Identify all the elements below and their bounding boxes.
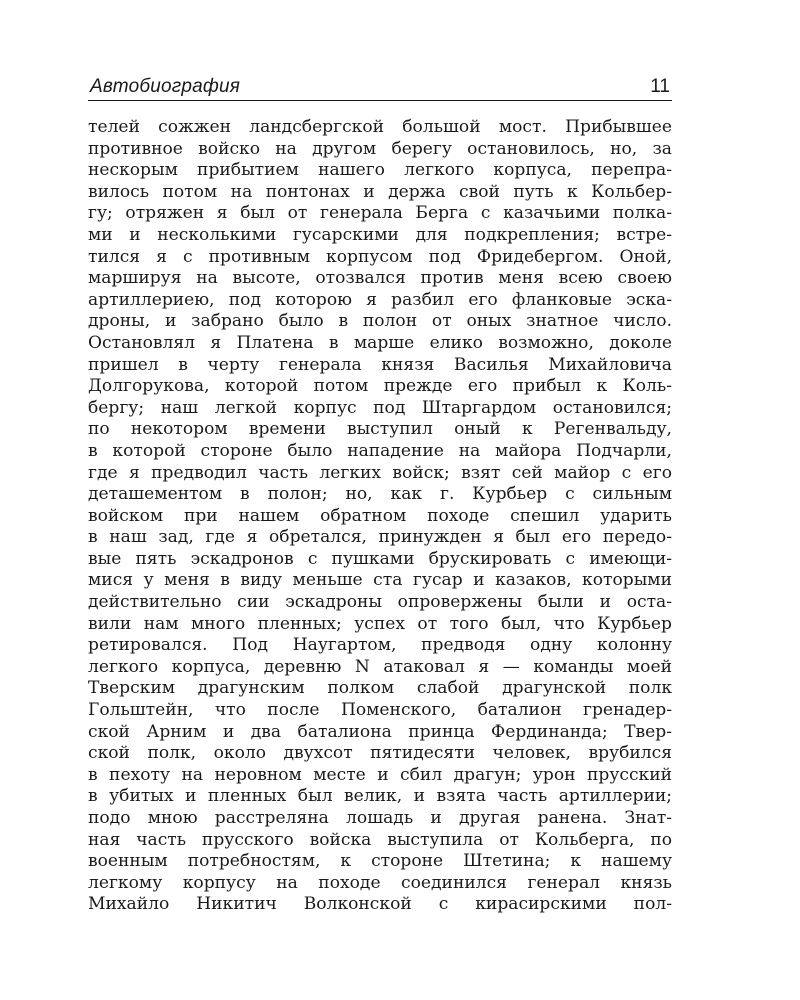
text-line: в которой стороне было нападение на майора Подчарли,: [88, 440, 672, 461]
body-text: [88, 117, 672, 916]
text-line: в убитых и пленных был велик, и взята часть артиллерии;: [88, 786, 672, 807]
text-line: Михайло Никитич Волконской с кирасирскими пол-: [88, 894, 672, 915]
running-header: [88, 76, 672, 101]
text-line: ми и несколькими гусарскими для подкрепления; встре-: [88, 224, 672, 245]
text-line: войском при нашем обратном походе спешил ударить: [88, 505, 672, 526]
text-line: ской Арним и два баталиона принца Фердинанда; Твер-: [88, 721, 672, 742]
text-line: ретировался. Под Наугартом, предводя одну колонну: [88, 635, 672, 656]
text-line: легкому корпусу на походе соединился генерал князь: [88, 872, 672, 893]
text-line: по некотором времени выступил оный к Регенвальду,: [88, 419, 672, 440]
text-line: телей сожжен ландсбергской большой мост. Прибывшее: [88, 117, 672, 137]
text-line: подо мною расстреляна лошадь и другая ранена. Знат-: [88, 808, 672, 828]
text-line: Остановлял я Платена в марше елико возможно, доколе: [88, 332, 672, 353]
text-line: пришел в черту генерала князя Василья Михайловича: [88, 354, 672, 375]
text-line: ная часть прусского войска выступила от Кольберга, по: [88, 829, 672, 850]
text-line: деташементом в полон; но, как г. Курбьер с сильным: [88, 484, 672, 505]
running-title: Автобиография: [90, 76, 241, 97]
text-line: военным потребностям, к стороне Штетина; к нашему: [88, 851, 672, 872]
text-line: легкого корпуса, деревню N атаковал я — команды моей: [88, 656, 672, 677]
text-line: ской полк, около двухсот пятидесяти человек, врубился: [88, 743, 672, 764]
text-line: Долгорукова, которой потом прежде его прибыл к Коль-: [88, 376, 672, 397]
text-line: вили нам много пленных; успех от того был, что Курбьер: [88, 613, 672, 634]
text-line: где я предводил часть легких войск; взят сей майор с его: [88, 462, 672, 483]
text-line: Тверским драгунским полком слабой драгунской полк: [88, 678, 672, 699]
text-line: гу; отряжен я был от генерала Берга с казачьими полка-: [88, 203, 672, 224]
text-line: действительно сии эскадроны опровержены были и оста-: [88, 592, 672, 613]
text-line: дроны, и забрано было в полон от оных знатное число.: [88, 311, 672, 332]
text-line: мися у меня в виду меньше ста гусар и казаков, которыми: [88, 570, 672, 591]
text-line: бергу; наш легкой корпус под Штаргардом остановился;: [88, 397, 672, 418]
text-line: артиллериею, под которою я разбил его фланковые эска-: [88, 289, 672, 310]
text-line: противное войско на другом берегу остановилось, но, за: [88, 138, 672, 159]
page-number: 11: [650, 76, 670, 97]
text-line: вые пять эскадронов с пушками брускировать с имеющи-: [88, 548, 672, 569]
text-line: в наш зад, где я обретался, принужден я был его передо-: [88, 527, 672, 548]
text-line: тился я с противным корпусом под Фридебергом. Оной,: [88, 246, 672, 267]
text-line: нескорым прибытием нашего легкого корпуса, перепра-: [88, 160, 672, 181]
text-line: вилось потом на понтонах и держа свой путь к Кольбер-: [88, 181, 672, 202]
text-line: Гольштейн, что после Поменского, баталион гренадер-: [88, 700, 672, 721]
text-line: маршируя на высоте, отозвался против меня всею своею: [88, 268, 672, 289]
text-line: в пехоту на неровном месте и сбил драгун; урон прусский: [88, 764, 672, 785]
